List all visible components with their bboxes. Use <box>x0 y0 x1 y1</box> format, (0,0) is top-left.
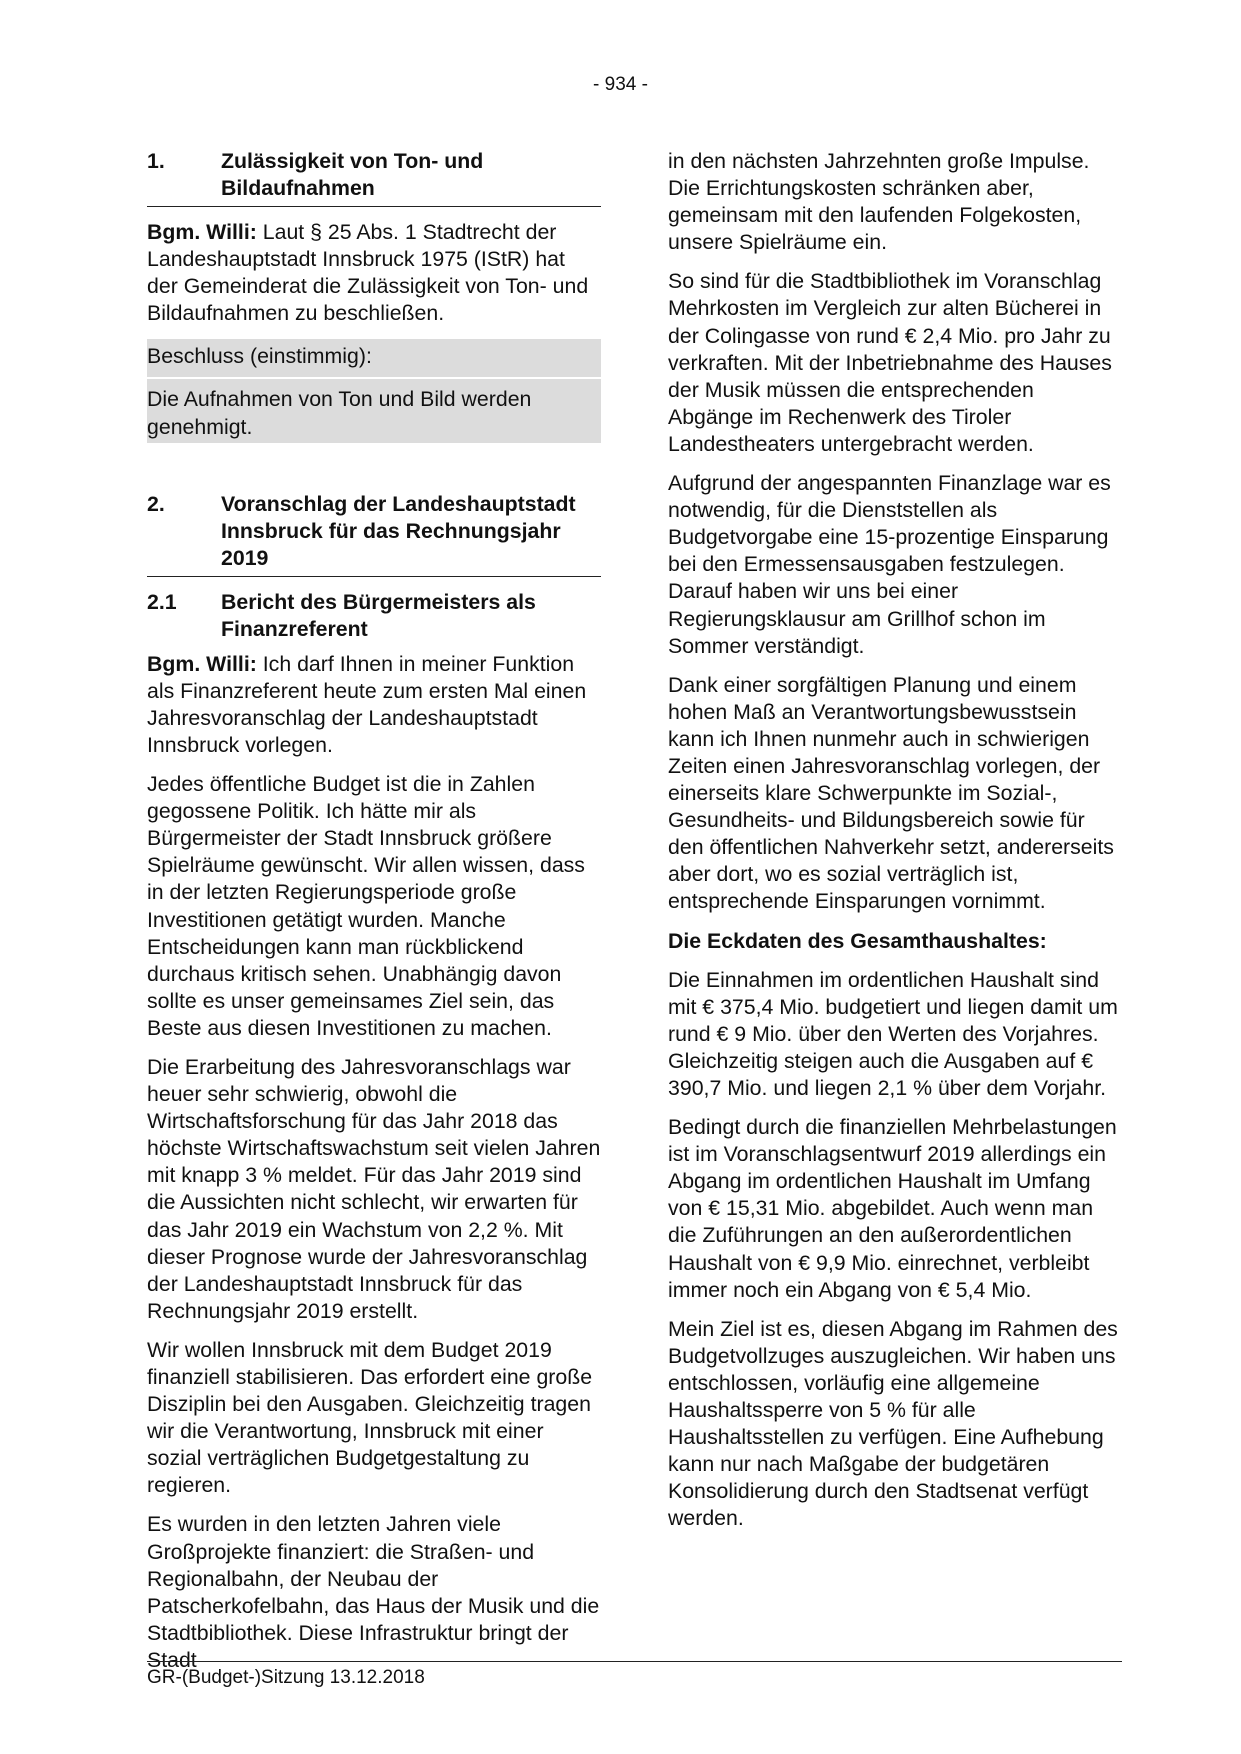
right-column <box>668 148 1120 1545</box>
paragraph: Dank einer sorgfältigen Planung und einem hohen Maß an Verantwortungsbewusstsein kann ich Ihnen nunmehr auch in schwierigen Zeiten einen Jahresvoranschlag vorlegen, der einerseits klare Schwerpunkte im Sozial-, Gesundheits- und Bildungsbereich sowie für den öffentlichen Nahverkehr setzt, andererseits aber dort, wo es sozial verträglich ist, entsprechende Einsparungen vornimmt. <box>668 672 1114 914</box>
paragraph: Die Einnahmen im ordentlichen Haushalt sind mit € 375,4 Mio. budgetiert und liegen damit um rund € 9 Mio. über den Werten des Vorjahres. Gleichzeitig steigen auch die Ausgaben auf € 390,7 Mio. und liegen 2,1 % über dem Vorjahr. <box>668 967 1118 1100</box>
section-heading-2 <box>147 491 601 577</box>
paragraph: Jedes öffentliche Budget ist die in Zahlen gegossene Politik. Ich hätte mir als Bürgermeister der Stadt Innsbruck größere Spielräume gewünscht. Wir allen wissen, dass in der letzten Regierungsperiode große Investitionen getätigt wurden. Manche Entscheidungen kann man rückblickend durchaus kritisch sehen. Unabhängig davon sollte es unser gemeinsames Ziel sein, das Beste aus diesen Investitionen zu machen. <box>147 772 585 1040</box>
paragraph <box>147 651 601 759</box>
paragraph: Wir wollen Innsbruck mit dem Budget 2019 finanziell stabilisieren. Das erfordert eine große Disziplin bei den Ausgaben. Gleichzeitig tragen wir die Verantwortung, Innsbruck mit einer sozial verträglichen Budgetgestaltung zu regieren. <box>147 1337 593 1498</box>
paragraph: Mein Ziel ist es, diesen Abgang im Rahmen des Budgetvollzuges auszugleichen. Wir haben uns entschlossen, vorläufig eine allgemeine Haushaltssperre von 5 % für alle Haushaltsstellen zu verfügen. Eine Aufhebung kann nur nach Maßgabe der budgetären Konsolidierung durch den Stadtsenat verfügt werden. <box>668 1316 1118 1531</box>
paragraph: Bedingt durch die finanziellen Mehrbelastungen ist im Voranschlagsentwurf 2019 allerdings ein Abgang im ordentlichen Haushalt im Umfang von € 15,31 Mio. abgebildet. Auch wenn man die Zuführungen an den außerordentlichen Haushalt von € 9,9 Mio. einrechnet, verbleibt immer noch ein Abgang von € 5,4 Mio. <box>668 1115 1117 1302</box>
paragraph: Es wurden in den letzten Jahren viele Großprojekte finanziert: die Straßen- und Regionalbahn, der Neubau der Patscherkofelbahn, das Haus der Musik und die Stadtbibliothek. Diese Infrastruktur bringt der Stadt <box>147 1512 600 1672</box>
speaker-label: Bgm. Willi: <box>147 651 257 676</box>
page-number: - 934 - <box>593 74 648 95</box>
left-column <box>147 148 601 1686</box>
paragraph: in den nächsten Jahrzehnten große Impulse. Die Errichtungskosten schränken aber, gemeinsam mit den laufenden Folgekosten, unsere Spielräume ein. <box>668 149 1090 255</box>
section-title: Zulässigkeit von Ton- und Bildaufnahmen <box>221 149 484 200</box>
speaker-label: Bgm. Willi: <box>147 220 257 244</box>
paragraph: Die Erarbeitung des Jahresvoranschlags war heuer sehr schwierig, obwohl die Wirtschaftsforschung für das Jahr 2018 das höchste Wirtschaftswachstum seit vielen Jahren mit knapp 3 % meldet. Für das Jahr 2019 sind die Aussichten nicht schlecht, wir erwarten für das Jahr 2019 ein Wachstum von 2,2 %. Mit dieser Prognose wurde der Jahresvoranschlag der Landeshauptstadt Innsbruck für das Rechnungsjahr 2019 erstellt. <box>147 1054 601 1323</box>
section-number: 1. <box>147 149 165 173</box>
paragraph: Aufgrund der angespannten Finanzlage war es notwendig, für die Dienststellen als Budgetvorgabe eine 15-prozentige Einsparung bei den Ermessensausgaben festzulegen. Darauf haben wir uns bei einer Regierungsklausur am Grillhof schon im Sommer verständigt. <box>668 471 1111 658</box>
section-heading-2-1 <box>147 589 601 643</box>
section-title: Bericht des Bürgermeisters als Finanzreferent <box>221 589 536 641</box>
section-heading-1 <box>147 148 601 207</box>
resolution-text: Die Aufnahmen von Ton und Bild werden genehmigt. <box>147 387 532 439</box>
subheading: Die Eckdaten des Gesamthaushaltes: <box>668 928 1047 953</box>
paragraph <box>147 219 601 327</box>
footer-divider <box>147 1661 1122 1662</box>
resolution-heading: Beschluss (einstimmig): <box>147 343 601 379</box>
resolution-box <box>147 339 601 442</box>
paragraph: So sind für die Stadtbibliothek im Voranschlag Mehrkosten im Vergleich zur alten Bücherei in der Colingasse von rund € 2,4 Mio. pro Jahr zu verkraften. Mit der Inbetriebnahme des Hauses der Musik müssen die entsprechenden Abgänge im Rechenwerk des Tiroler Landestheaters untergebracht werden. <box>668 269 1112 456</box>
section-title: Voranschlag der Landeshauptstadt Innsbruck für das Rechnungsjahr 2019 <box>221 491 576 570</box>
paragraph-text: Ich darf Ihnen in meiner Funktion als Finanzreferent heute zum ersten Mal einen Jahresvoranschlag der Landeshauptstadt Innsbruck vorlegen. <box>147 651 587 757</box>
footer-text: GR-(Budget-)Sitzung 13.12.2018 <box>147 1667 425 1688</box>
paragraph-text: Laut § 25 Abs. 1 Stadtrecht der Landeshauptstadt Innsbruck 1975 (IStR) hat der Gemeinderat die Zulässigkeit von Ton- und Bildaufnahmen zu beschließen. <box>147 220 589 326</box>
section-number: 2.1 <box>147 589 177 614</box>
section-number: 2. <box>147 491 165 516</box>
